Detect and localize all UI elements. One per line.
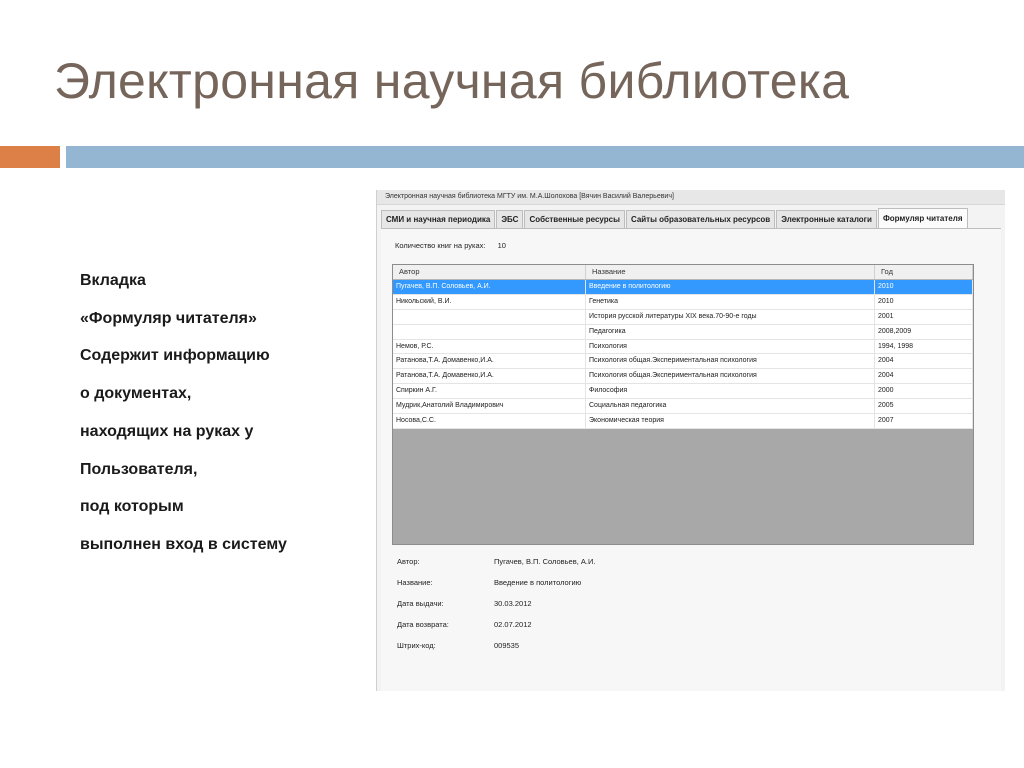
cell-author (393, 310, 586, 324)
cell-year: 2004 (875, 369, 973, 383)
table-header (393, 265, 973, 280)
column-header-year[interactable]: Год (875, 265, 973, 279)
detail-label: Штрих-код: (397, 641, 436, 650)
cell-year: 2000 (875, 384, 973, 398)
description-line: Содержит информацию (80, 347, 270, 365)
cell-year: 2010 (875, 280, 973, 294)
detail-label: Автор: (397, 557, 420, 566)
tab-bar (381, 210, 969, 228)
tab-educational-sites[interactable]: Сайты образовательных ресурсов (626, 210, 775, 228)
books-count-label: Количество книг на руках: (395, 241, 486, 250)
cell-year: 2007 (875, 414, 973, 428)
cell-year: 1994, 1998 (875, 340, 973, 354)
detail-value: Введение в политологию (494, 578, 582, 587)
detail-label: Дата выдачи: (397, 599, 444, 608)
books-count-row (395, 241, 506, 250)
tab-ebs[interactable]: ЭБС (496, 210, 523, 228)
window-title: Электронная научная библиотека МГТУ им. М.А.Шолохова [Вячин Василий Валерьевич] (377, 190, 1005, 205)
table-row[interactable] (393, 354, 973, 369)
column-header-title[interactable]: Название (586, 265, 875, 279)
cell-year: 2010 (875, 295, 973, 309)
slide-title: Электронная научная библиотека (54, 53, 850, 109)
cell-author: Немов, Р.С. (393, 340, 586, 354)
detail-value: 009535 (494, 641, 520, 650)
table-row[interactable] (393, 340, 973, 355)
cell-title: Философия (586, 384, 875, 398)
column-header-author[interactable]: Автор (393, 265, 586, 279)
tab-reader-form[interactable]: Формуляр читателя (878, 208, 968, 228)
description-line: о документах, (80, 385, 192, 403)
table-row[interactable] (393, 295, 973, 310)
table-row[interactable] (393, 384, 973, 399)
tab-own-resources[interactable]: Собственные ресурсы (524, 210, 625, 228)
tab-media-periodicals[interactable]: СМИ и научная периодика (381, 210, 495, 228)
cell-author: Пугачев, В.П. Соловьев, А.И. (393, 280, 586, 294)
detail-label: Дата возврата: (397, 620, 449, 629)
cell-title: История русской литературы XIX века.70-90-е годы (586, 310, 875, 324)
cell-author: Ратанова,Т.А. Домавенко,И.А. (393, 369, 586, 383)
table-row[interactable] (393, 399, 973, 414)
cell-author: Никольский, В.И. (393, 295, 586, 309)
detail-value: Пугачев, В.П. Соловьев, А.И. (494, 557, 596, 566)
books-table (392, 264, 974, 545)
cell-title: Психология (586, 340, 875, 354)
slide-description (80, 262, 287, 564)
table-row[interactable] (393, 280, 973, 295)
detail-label: Название: (397, 578, 433, 587)
cell-author: Носова,С.С. (393, 414, 586, 428)
table-body (393, 280, 973, 429)
description-line: выполнен вход в систему (80, 535, 287, 553)
cell-title: Психология общая.Экспериментальная психология (586, 354, 875, 368)
app-window-screenshot (376, 190, 1005, 691)
cell-year: 2001 (875, 310, 973, 324)
cell-title: Психология общая.Экспериментальная психология (586, 369, 875, 383)
cell-author: Ратанова,Т.А. Домавенко,И.А. (393, 354, 586, 368)
accent-bar-orange (0, 146, 60, 168)
description-line: Вкладка (80, 272, 146, 289)
description-line: Пользователя, (80, 460, 198, 478)
cell-year: 2005 (875, 399, 973, 413)
cell-author: Мудрик,Анатолий Владимирович (393, 399, 586, 413)
cell-title: Генетика (586, 295, 875, 309)
accent-bar-blue (66, 146, 1024, 168)
description-line: находящих на руках у (80, 422, 254, 440)
description-line: под которым (80, 498, 184, 516)
tab-electronic-catalogs[interactable]: Электронные каталоги (776, 210, 877, 228)
cell-year: 2008,2009 (875, 325, 973, 339)
books-count-value: 10 (497, 241, 506, 250)
cell-title: Педагогика (586, 325, 875, 339)
cell-title: Экономическая теория (586, 414, 875, 428)
cell-title: Социальная педагогика (586, 399, 875, 413)
detail-value: 30.03.2012 (494, 599, 532, 608)
table-row[interactable] (393, 310, 973, 325)
reader-form-panel (381, 228, 1001, 691)
table-row[interactable] (393, 325, 973, 340)
cell-year: 2004 (875, 354, 973, 368)
table-row[interactable] (393, 369, 973, 384)
description-line: «Формуляр читателя» (80, 309, 257, 327)
detail-value: 02.07.2012 (494, 620, 532, 629)
cell-author: Спиркин А.Г. (393, 384, 586, 398)
table-row[interactable] (393, 414, 973, 429)
cell-title: Введение в политологию (586, 280, 875, 294)
cell-author (393, 325, 586, 339)
